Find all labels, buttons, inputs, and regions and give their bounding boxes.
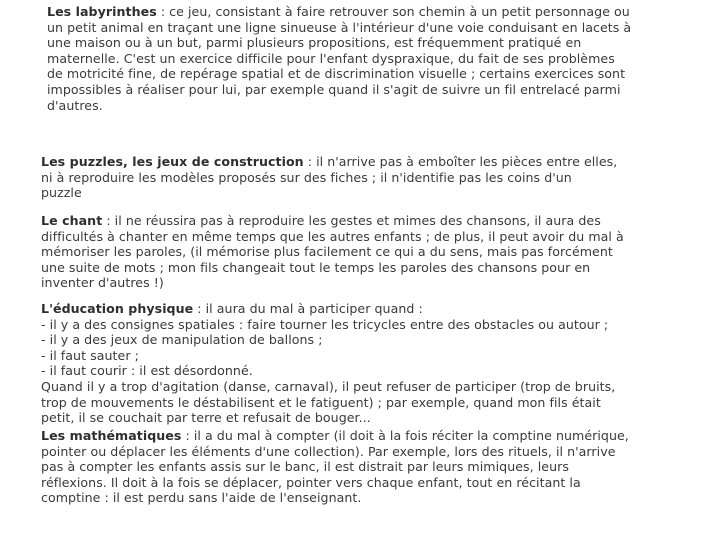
section-puzzles bbox=[41, 154, 691, 201]
section-title-puzzles: Les puzzles, les jeux de construction bbox=[41, 154, 304, 169]
section-title-chant: Le chant bbox=[41, 213, 103, 228]
section-body-puzzles: : il n'arrive pas à emboîter les pièces entre elles, ni à reproduire les modèles proposés sur des fiches ; il n'identifie pas les coins d'un puzzle bbox=[41, 154, 618, 201]
section-education-physique bbox=[41, 301, 691, 426]
section-labyrinthes bbox=[47, 4, 687, 113]
section-mathematiques bbox=[41, 428, 691, 506]
section-title-labyrinthes: Les labyrinthes bbox=[47, 4, 157, 19]
section-body-chant: : il ne réussira pas à reproduire les gestes et mimes des chansons, il aura des difficultés à chanter en même temps que les autres enfants ; de plus, il peut avoir du mal à mémoriser les paroles, (il mémorise plus facilement ce qui a du sens, mais pas forcément une suite de mots ; mon fils changeait tout le temps les paroles des chansons pour en inventer d'autres !) bbox=[41, 213, 624, 291]
section-title-education-physique: L'éducation physique bbox=[41, 301, 194, 316]
section-chant bbox=[41, 213, 691, 291]
section-body-mathematiques: : il a du mal à compter (il doit à la fois réciter la comptine numérique, pointer ou déplacer les éléments d'une collection). Par exemple, lors des rituels, il n'arrive pas à compter les enfants assis sur le banc, il est distrait par leurs mimiques, leurs réflexions. Il doit à la fois se déplacer, pointer vers chaque enfant, tout en récitant la comptine : il est perdu sans l'aide de l'enseignant. bbox=[41, 428, 629, 506]
section-body-labyrinthes: : ce jeu, consistant à faire retrouver son chemin à un petit personnage ou un petit animal en traçant une ligne sinueuse à l'intérieur d'une voie conduisant en lacets à une maison ou à un but, parmi plusieurs propositions, est fréquemment pratiqué en maternelle. C'est un exercice difficile pour l'enfant dyspraxique, du fait de ses problèmes de motricité fine, de repérage spatial et de discrimination visuelle ; certains exercices sont impossibles à réaliser pour lui, par exemple quand il s'agit de suivre un fil entrelacé parmi d'autres. bbox=[47, 4, 632, 113]
section-body-education-physique: : il aura du mal à participer quand : - il y a des consignes spatiales : faire tourner les tricycles entre des obstacles ou autour ; - il y a des jeux de manipulation de ballons ; - il faut sauter ; - il faut courir : il est désordonné. Quand il y a trop d'agitation (danse, carnaval), il peut refuser de participer (trop de bruits, trop de mouvements le déstabilisent et le fatiguent) ; par exemple, quand mon fils était petit, il se couchait par terre et refusait de bouger... bbox=[41, 301, 616, 426]
section-title-mathematiques: Les mathématiques bbox=[41, 428, 182, 443]
